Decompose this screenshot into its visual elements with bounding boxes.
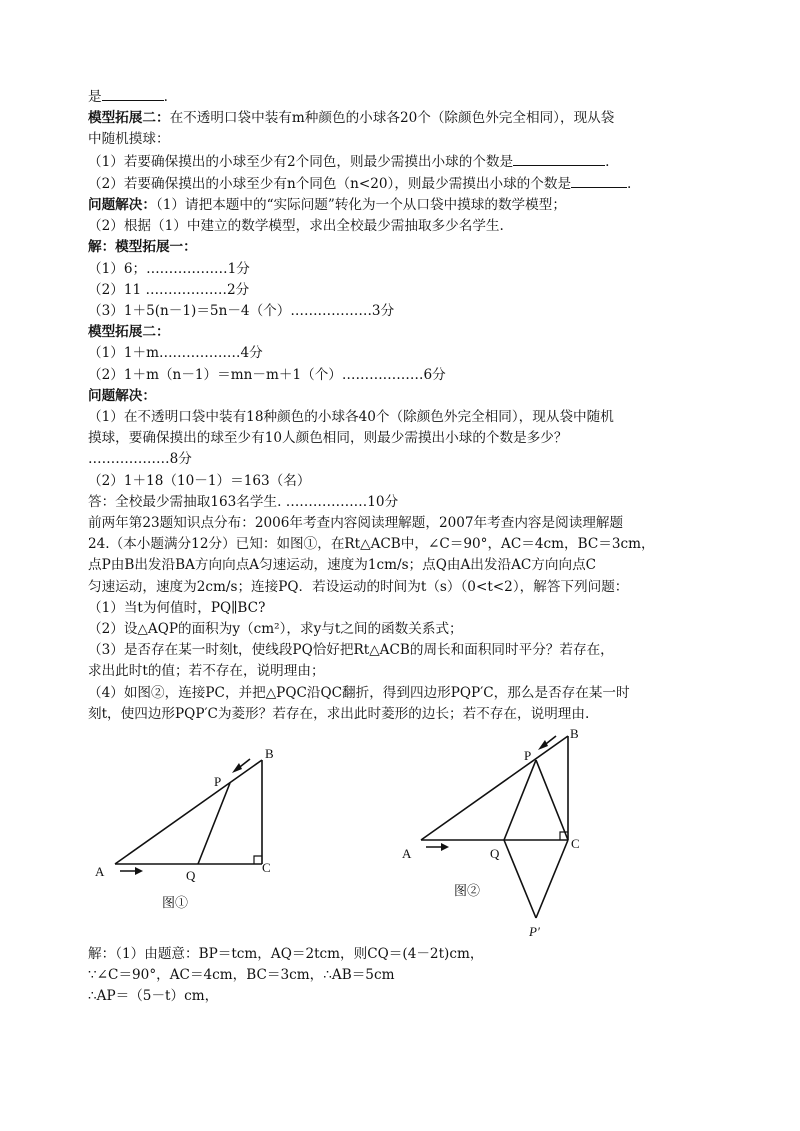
figure-2: [396, 722, 596, 942]
section-heading: 问题解决：: [88, 387, 156, 404]
label-P: P: [524, 748, 532, 763]
label-C: C: [571, 836, 580, 851]
text-line: （2）设△AQP的面积为y（cm²），求y与t之间的函数关系式；: [88, 621, 463, 638]
text-line: （4）如图②，连接PC，并把△PQC沿QC翻折，得到四边形PQP′C，那么是否存在某一时: [88, 684, 630, 701]
section-heading: 问题解决：: [88, 197, 156, 214]
text-line: [88, 173, 728, 195]
document-body: [88, 86, 728, 725]
answer-blank: [571, 173, 627, 188]
solution-line: ∵∠C＝90°，AC＝4cm，BC＝3cm，∴AB＝5cm: [88, 967, 395, 984]
solution-block: [88, 944, 728, 1008]
figure-2-caption: 图②: [454, 884, 481, 899]
text-line: ………………8分: [88, 451, 192, 468]
text-line: （1）当t为何值时，PQ∥BC?: [88, 599, 266, 616]
label-A: A: [95, 864, 105, 879]
text-line: （2）1＋m（n－1）＝mn－m＋1（个）………………6分: [88, 366, 446, 383]
label-B: B: [265, 746, 274, 761]
text-line: （3）是否存在某一时刻t，使线段PQ恰好把Rt△ACB的周长和面积同时平分？若存在，: [88, 642, 614, 659]
text-line: （2）1＋18（10－1）＝163（名）: [88, 472, 311, 489]
arrow-p-head: [232, 763, 242, 773]
segment-PQ: [504, 760, 536, 840]
text-line: 前两年第23题知识点分布：2006年考查内容阅读理解题，2007年考查内容是阅读理解题: [88, 515, 624, 532]
segment-PQ: [198, 783, 230, 864]
right-angle-mark: [254, 856, 262, 864]
text-line: （2）11 ………………2分: [88, 281, 250, 298]
text-segment: 是: [88, 89, 102, 105]
text-line: 刻t，使四边形PQP′C为菱形？若存在，求出此时菱形的边长；若不存在，说明理由.: [88, 705, 590, 722]
text-line: （3）1＋5(n－1)＝5n－4（个）………………3分: [88, 303, 395, 320]
text-line: （1）1＋m………………4分: [88, 345, 263, 362]
figure-1-caption: 图①: [162, 896, 189, 911]
text-line: [88, 151, 728, 173]
arrow-q-head: [135, 867, 143, 875]
label-Pprime: P′: [529, 924, 540, 939]
text-line: [88, 237, 728, 258]
solution-line: 解：（1）由题意：BP＝tcm，AQ＝2tcm，则CQ＝(4－2t)cm，: [88, 946, 484, 962]
text-line: [88, 108, 728, 129]
text-segment: .: [163, 89, 168, 105]
text-segment: 在不透明口袋中装有m种颜色的小球各20个（除颜色外完全相同），现从袋: [169, 110, 615, 127]
section-heading: 模型拓展二：: [88, 324, 170, 341]
label-B: B: [570, 726, 579, 741]
text-line: [88, 386, 728, 407]
segment-AB: [115, 760, 262, 864]
segment-QPp: [504, 840, 536, 918]
text-line: 匀速运动，速度为2cm/s；连接PQ．若设运动的时间为t（s）（0<t<2），解答下列问题：: [88, 578, 629, 595]
text-line: 24.（本小题满分12分）已知：如图①，在Rt△ACB中，∠C＝90°，AC＝4cm，BC＝3cm，: [88, 536, 655, 553]
text-line: 中随机摸球：: [88, 131, 170, 148]
text-line: [88, 195, 728, 216]
label-C: C: [262, 860, 271, 875]
text-segment: .: [627, 175, 632, 192]
text-line: 摸球，要确保摸出的球至少有10人颜色相同，则最少需摸出小球的个数是多少？: [88, 430, 568, 447]
answer-blank: [102, 86, 164, 101]
label-A: A: [402, 846, 412, 861]
section-heading: 模型拓展二：: [88, 110, 170, 127]
answer-blank: [513, 151, 605, 166]
text-line: 求出此时t的值；若不存在，说明理由；: [88, 663, 325, 680]
solution-line: ∴AP＝（5－t）cm，: [88, 988, 219, 1005]
text-line: 答：全校最少需抽取163名学生. ………………10分: [88, 493, 399, 510]
text-segment: （1）若要确保摸出的小球至少有2个同色，则最少需摸出小球的个数是: [88, 153, 514, 170]
label-Q: Q: [490, 846, 500, 861]
text-line: [88, 322, 728, 343]
arrow-p-head: [538, 740, 548, 750]
label-P: P: [214, 774, 222, 789]
segment-CPp: [536, 840, 568, 918]
text-line: 点P由B出发沿BA方向向点A匀速运动，速度为1cm/s；点Q由A出发沿AC方向向点C: [88, 557, 597, 574]
text-segment: .: [605, 153, 610, 170]
text-line: [88, 86, 728, 108]
text-line: （1）在不透明口袋中装有18种颜色的小球各40个（除颜色外完全相同），现从袋中随机: [88, 409, 614, 426]
arrow-q-head: [441, 843, 449, 851]
label-Q: Q: [186, 868, 196, 883]
text-segment: （2）若要确保摸出的小球至少有n个同色（n<20），则最少需摸出小球的个数是: [88, 175, 572, 192]
text-line: （1）6；………………1分: [88, 260, 250, 277]
figure-1: [90, 738, 310, 888]
text-segment: （1）请把本题中的“实际问题”转化为一个从口袋中摸球的数学模型；: [155, 197, 566, 214]
segment-AB: [421, 736, 568, 840]
section-heading: 解：模型拓展一：: [88, 239, 197, 256]
segment-PC: [536, 760, 568, 840]
text-line: （2）根据（1）中建立的数学模型，求出全校最少需抽取多少名学生.: [88, 218, 504, 235]
